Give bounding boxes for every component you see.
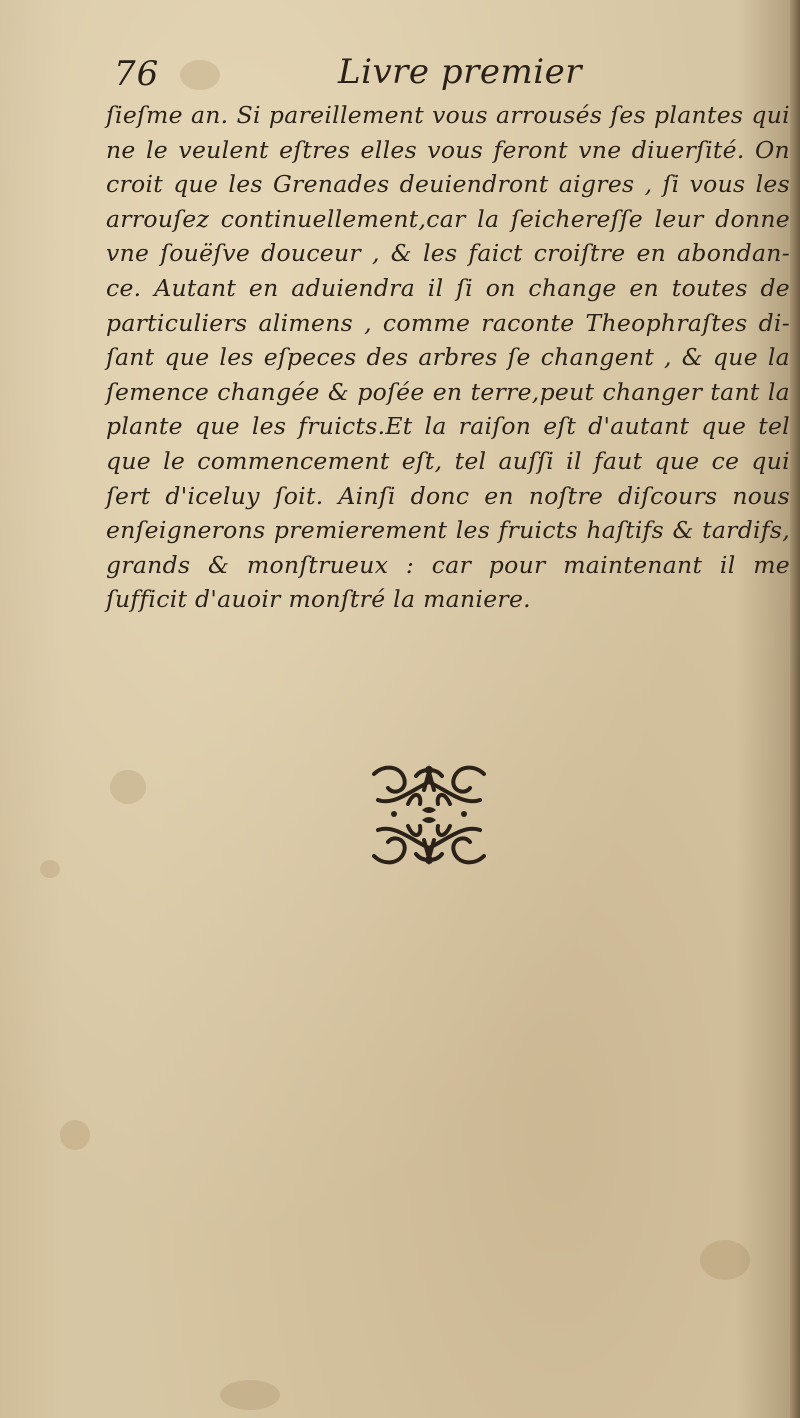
- text-line: particuliers alimens , comme raconte Theophraſtes di-: [106, 308, 790, 337]
- paper-stain: [110, 770, 146, 804]
- text-line: croit que les Grenades deuiendront aigres , ſi vous les: [106, 170, 790, 199]
- text-line: ſemence changée & poſée en terre,peut changer tant la: [106, 377, 790, 406]
- text-line: plante que les fruicts.Et la raiſon eſt d'autant que tel: [106, 412, 790, 441]
- page-edge-shadow: [790, 0, 800, 1418]
- text-line: enſeignerons premierement les fruicts haſtifs & tardifs,: [106, 516, 790, 545]
- paper-stain: [700, 1240, 750, 1280]
- text-line: arrouſez continuellement,car la ſeichereſſe leur donne: [106, 204, 790, 233]
- text-line: ſufficit d'auoir monſtré la maniere.: [106, 585, 531, 614]
- text-line: ſant que les eſpeces des arbres ſe changent , & que la: [106, 343, 790, 372]
- running-title: Livre premier: [338, 52, 582, 92]
- text-line: ne le veulent eſtres elles vous feront vne diuerſité. On: [106, 135, 790, 164]
- paper-stain: [40, 860, 60, 878]
- text-line: que le commencement eſt, tel auſſi il faut que ce qui: [106, 446, 790, 475]
- printers-fleuron-icon: [364, 760, 494, 870]
- text-line: grands & monſtrueux : car pour maintenant il me: [106, 550, 790, 579]
- text-line: vne ſouëſve douceur , & les faict croiſtre en abondan-: [106, 239, 790, 268]
- text-line: ſert d'iceluy ſoit. Ainſi donc en noſtre diſcours nous: [106, 481, 790, 510]
- text-line: ce. Autant en aduiendra il ſi on change en toutes de: [106, 273, 790, 302]
- body-text: [106, 98, 790, 617]
- page-header: [110, 52, 790, 98]
- paper-stain: [60, 1120, 90, 1150]
- paper-stain: [220, 1380, 280, 1410]
- text-line: ſieſme an. Si pareillement vous arrousés ſes plantes qui: [106, 101, 790, 129]
- page-number: 76: [114, 54, 160, 94]
